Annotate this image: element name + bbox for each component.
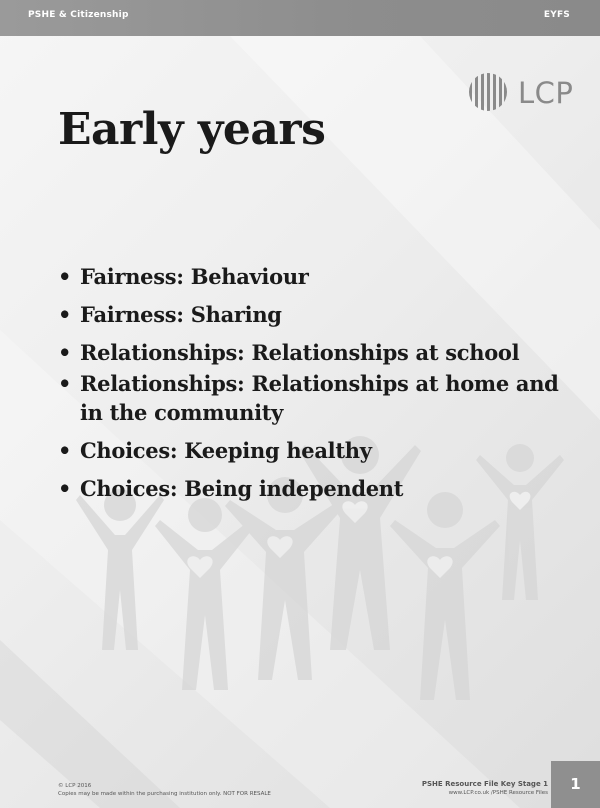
list-item-text: Fairness: Sharing — [80, 302, 282, 327]
resource-url: www.LCP.co.uk /PSHE Resource Files — [448, 790, 548, 796]
list-item: • Relationships: Relationships at school — [58, 340, 520, 365]
resource-title: PSHE Resource File Key Stage 1 — [421, 780, 548, 788]
lcp-logo-icon — [466, 70, 510, 114]
copy-notice-text: Copies may be made within the purchasing institution only. NOT FOR RESALE — [58, 791, 271, 797]
list-item-text: Choices: Keeping healthy — [80, 438, 372, 463]
header-bar — [0, 0, 600, 36]
list-item: • Choices: Being independent — [58, 476, 404, 501]
copyright-text: © LCP 2016 — [58, 783, 92, 789]
list-item: • Choices: Keeping healthy — [58, 438, 372, 463]
list-item: • Fairness: Behaviour — [58, 264, 309, 289]
list-item-text: Fairness: Behaviour — [80, 264, 309, 289]
level-label: EYFS — [543, 10, 570, 20]
list-item-text: Relationships: Relationships at home and in the community — [80, 371, 559, 425]
footer-resource — [422, 780, 548, 798]
footer — [0, 770, 600, 808]
lcp-logo-text: LCP — [518, 76, 574, 110]
list-item: • Relationships: Relationships at home and in the community — [58, 371, 559, 425]
list-item: • Fairness: Sharing — [58, 302, 282, 327]
lcp-logo — [466, 70, 576, 114]
page-title: Early years — [58, 104, 326, 155]
list-item-text: Choices: Being independent — [80, 476, 404, 501]
subject-label: PSHE & Citizenship — [28, 10, 129, 20]
footer-legal — [58, 782, 271, 798]
topic-list — [58, 262, 578, 512]
page-number: 1 — [551, 761, 600, 808]
list-item-text: Relationships: Relationships at school — [80, 340, 520, 365]
